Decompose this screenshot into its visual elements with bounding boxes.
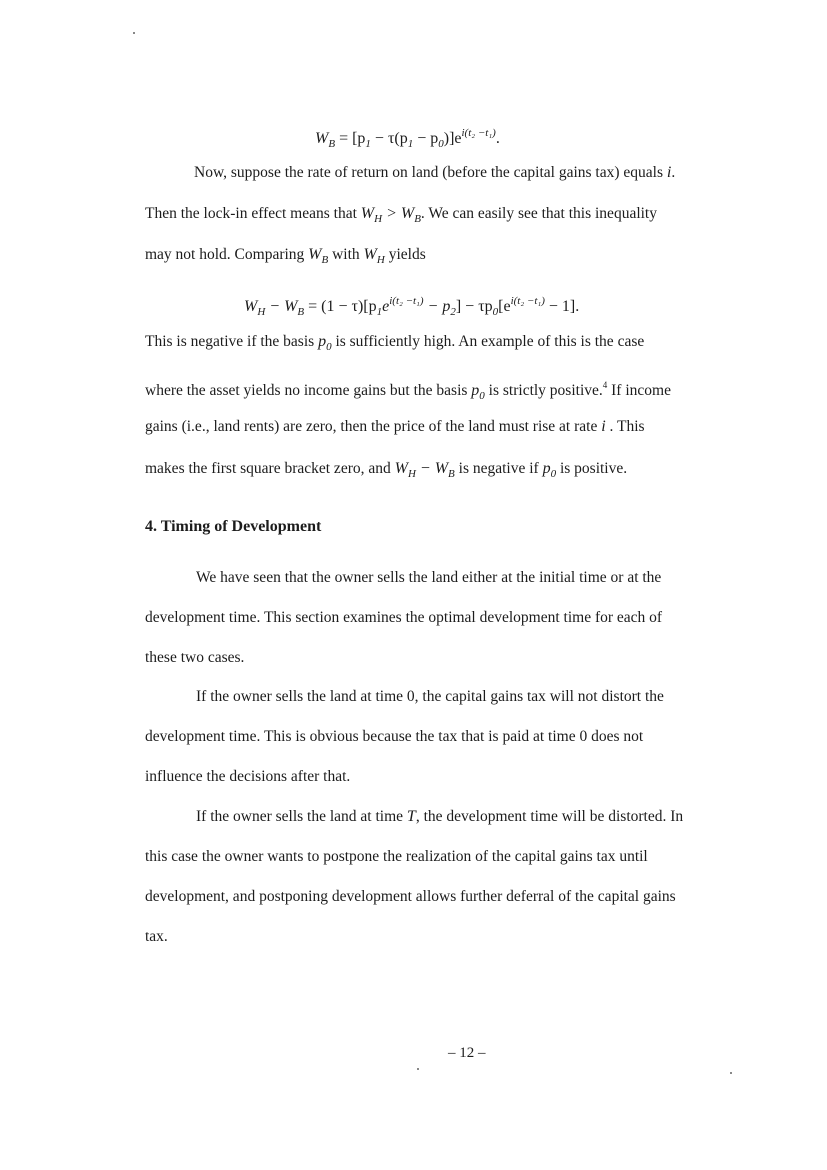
p2-l4-math-minus: − W (415, 460, 449, 477)
p1-l3-math-w1: W (308, 246, 322, 263)
eq2-b: − W (265, 298, 298, 315)
p2-l1-text-b: is sufficiently high. An example of this is the case (331, 333, 645, 350)
page-number: – 12 – (448, 1045, 486, 1061)
p2-l3-math-i: i (601, 418, 606, 435)
p1-l1-var: i (666, 164, 672, 181)
p3-line-2: development time. This section examines the optimal development time for each of (145, 609, 663, 626)
p2-line-4 (145, 459, 627, 484)
p1-l3-with: with (328, 246, 364, 263)
eq1-end: . (495, 130, 500, 147)
eq1-rhs-d: )]e (443, 130, 462, 147)
p4-line-3: influence the decisions after that. (145, 768, 351, 785)
p5-line-4: tax. (145, 928, 168, 945)
p2-line-2 (145, 375, 671, 406)
p1-l3-text-a: may not hold. Comparing (145, 246, 309, 263)
p2-l2-math-p: p (471, 382, 480, 399)
p5-l1-text-a: If the owner sells the land at time (196, 808, 407, 825)
p2-l2-sub: 0 (479, 390, 485, 402)
p3-line-3: these two cases. (145, 649, 245, 666)
footnote-marker[interactable]: 4 (602, 380, 608, 390)
eq2-s1: H (257, 306, 266, 318)
scan-speck (133, 32, 135, 34)
p4-line-2: development time. This is obvious because the tax that is paid at time 0 does not (145, 728, 644, 745)
eq1-lhs-sub: B (328, 138, 336, 150)
p1-l2-text-b: . We can easily see that this inequality (420, 205, 657, 222)
p3-line-1: We have seen that the owner sells the land either at the initial time or at the (196, 569, 662, 586)
p5-l1-math-t: T (406, 808, 416, 825)
p2-l3-text-b: . This (605, 418, 645, 435)
p1-line-2 (145, 204, 657, 229)
p2-l4-math-w1: W (394, 460, 408, 477)
equation-wh-minus-wb (244, 291, 579, 322)
p5-line-2: this case the owner wants to postpone the realization of the capital gains tax until (145, 848, 648, 865)
eq1-sub3: 0 (438, 138, 444, 150)
p1-line-3 (145, 245, 426, 270)
scan-speck (730, 1072, 732, 1074)
p5-line-1 (196, 807, 683, 827)
p1-l1-text: Now, suppose the rate of return on land (before the capital gains tax) equals (194, 164, 667, 181)
eq1-sub2: 1 (407, 138, 414, 150)
p1-l1-end: . (671, 164, 676, 181)
eq2-exponent-1: i(t₂ −t₁) (389, 295, 424, 307)
eq2-s2: B (297, 306, 305, 318)
eq1-sub1: 1 (365, 138, 371, 150)
equation-wb (315, 123, 500, 154)
p1-line-1 (194, 163, 675, 183)
p2-line-1 (145, 332, 644, 357)
p2-l1-sub: 0 (326, 341, 332, 353)
p2-l4-sub1: H (407, 468, 416, 480)
eq2-a: W (244, 298, 258, 315)
p2-line-3 (145, 417, 645, 437)
eq2-s5: 0 (492, 306, 499, 318)
eq2-g: [e (498, 298, 511, 315)
p2-l2-text-c: If income (607, 382, 671, 399)
eq2-f: ] − τp (455, 298, 493, 315)
p2-l1-text-a: This is negative if the basis (145, 333, 319, 350)
eq1-rhs-b: − τ(p (370, 130, 408, 147)
p2-l4-math-p: p (542, 460, 551, 477)
eq2-e: − p (423, 298, 451, 315)
eq2-d: e (382, 298, 390, 315)
eq2-exponent-2: i(t₂ −t₁) (510, 295, 545, 307)
eq2-s3: 1 (376, 306, 383, 318)
p1-l3-end: yields (384, 246, 426, 263)
p2-l2-text-a: where the asset yields no income gains but the basis (145, 382, 472, 399)
p2-l4-sub3: 0 (550, 468, 557, 480)
p2-l4-sub2: B (448, 468, 455, 480)
p1-l2-math-w: W (360, 205, 375, 222)
p1-l2-sub-b: B (414, 213, 421, 225)
eq1-exponent: i(t₂ −t₁) (461, 127, 496, 139)
p2-l4-text-b: is negative if (454, 460, 543, 477)
section-heading: 4. Timing of Development (145, 518, 322, 535)
p2-l1-math-p: p (318, 333, 327, 350)
eq2-c: = (1 − τ)[p (304, 298, 377, 315)
p2-l4-text-c: is positive. (556, 460, 628, 477)
eq1-lhs: W (315, 130, 329, 147)
p1-l3-sub2: H (376, 254, 385, 266)
scan-speck (417, 1068, 419, 1070)
eq1-rhs-a: = [p (335, 130, 366, 147)
p2-l2-text-b: is strictly positive. (484, 382, 603, 399)
p1-l3-math-w2: W (363, 246, 377, 263)
p2-l4-text-a: makes the first square bracket zero, and (145, 460, 395, 477)
eq2-s4: 2 (450, 306, 456, 318)
eq2-h: − 1]. (544, 298, 580, 315)
p1-l2-sub-h: H (374, 213, 383, 225)
p1-l2-text-a: Then the lock-in effect means that (145, 205, 361, 222)
p1-l3-sub1: B (321, 254, 329, 266)
p5-line-3: development, and postponing development allows further deferral of the capital gains (145, 888, 676, 905)
eq1-rhs-c: − p (413, 130, 439, 147)
p5-l1-text-b: , the development time will be distorted. In (415, 808, 684, 825)
p1-l2-math-gt: > W (382, 205, 415, 222)
p2-l3-text-a: gains (i.e., land rents) are zero, then the price of the land must rise at rate (145, 418, 602, 435)
p4-line-1: If the owner sells the land at time 0, the capital gains tax will not distort the (196, 688, 664, 705)
